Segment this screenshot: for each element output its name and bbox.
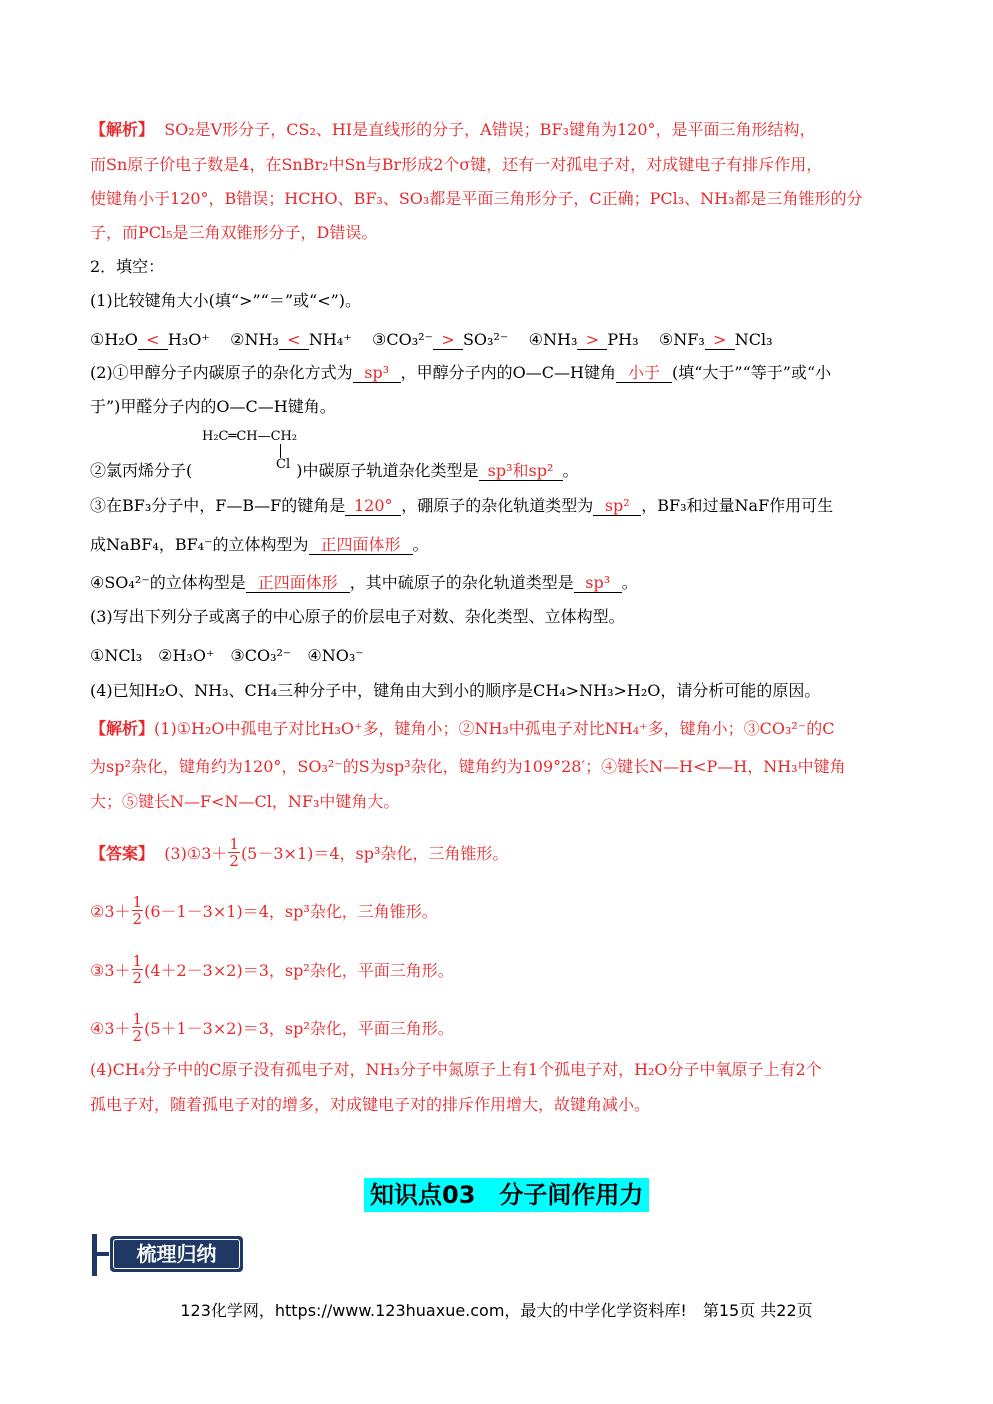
allyl-chloride-structure: H₂C═CH—CH₂ Cl	[202, 429, 298, 472]
summary-banner-label: 梳理归纳	[113, 1239, 240, 1269]
fraction-half: $\frac{1}{2}$	[132, 893, 143, 928]
fraction-half: $\frac{1}{2}$	[132, 952, 143, 987]
question-2-part-2d: ④SO₄²⁻的立体构型是 正四面体形 ，其中硫原子的杂化轨道类型是 sp³ 。	[90, 573, 638, 592]
answer-tag: 【答案】	[90, 844, 155, 863]
question-2-title: 2．填空：	[90, 257, 165, 276]
answer-blank: sp²	[593, 497, 641, 516]
analysis-line-3: 使键角小于120°，B错误；HCHO、BF₃、SO₃都是平面三角形分子，C正确；PCl₃、NH₃都是三角锥形的分	[90, 189, 863, 208]
answer-blank: >	[705, 331, 735, 350]
answer-blank: >	[433, 331, 463, 350]
answer-blank: sp³	[353, 364, 401, 383]
answer-part-4-line-2: 孤电子对，随着孤电子对的增多，对成键电子对的排斥作用增大，故键角减小。	[90, 1095, 651, 1114]
answer-blank: sp³和sp²	[479, 462, 563, 481]
analysis-line-2: 而Sn原子价电子数是4，在SnBr₂中Sn与Br形成2个σ键，还有一对孤电子对，对成键电子有排斥作用，	[90, 155, 823, 174]
analysis2-line-1: 【解析】(1)①H₂O中孤电子对比H₃O⁺多，键角小；②NH₃中孤电子对比NH₄⁺多，键角小；③CO₃²⁻的C	[90, 719, 835, 738]
answer-blank: <	[279, 331, 309, 350]
answer-line-2: ②3＋ $\frac{1}{2}$ (6－1－3×1)＝4，sp³杂化，三角锥形。	[90, 893, 438, 928]
analysis2-line-2: 为sp²杂化，键角约为120°，SO₃²⁻的S为sp³杂化，键角约为109°28′；④键长N—H<P—H，NH₃中键角	[90, 757, 846, 776]
fraction-half: $\frac{1}{2}$	[229, 835, 239, 870]
answer-blank: <	[138, 331, 168, 350]
page-footer: 123化学网，https://www.123huaxue.com，最大的中学化学资料库! 第15页 共22页	[180, 1301, 813, 1320]
answer-part-4-line-1: (4)CH₄分子中的C原子没有孤电子对，NH₃分子中氮原子上有1个孤电子对，H₂O分子中氧原子上有2个	[90, 1060, 822, 1079]
analysis-line-4: 子，而PCl₅是三角双锥形分子，D错误。	[90, 223, 378, 242]
answer-line-1: 【答案】 (3)①3＋ $\frac{1}{2}$ (5－3×1)＝4，sp³杂化，三角锥形。	[90, 835, 509, 870]
question-2-part-2a-cont: 于”)甲醛分子内的O—C—H键角。	[90, 397, 336, 416]
analysis-tag: 【解析】	[90, 120, 155, 139]
answer-blank: 120°	[345, 497, 401, 516]
question-2-part-3: (3)写出下列分子或离子的中心原子的价层电子对数、杂化类型、立体构型。	[90, 607, 625, 626]
question-2-part-2c: ③在BF₃分子中，F—B—F的键角是 120° ，硼原子的杂化轨道类型为 sp² ，BF₃和过量NaF作用可生	[90, 496, 834, 515]
question-2-part-4: (4)已知H₂O、NH₃、CH₄三种分子中，键角由大到小的顺序是CH₄>NH₃>H₂O，请分析可能的原因。	[90, 681, 821, 700]
analysis2-line-3: 大；⑤键长N—F<N—Cl，NF₃中键角大。	[90, 792, 400, 811]
summary-banner	[92, 1234, 245, 1276]
fraction-half: $\frac{1}{2}$	[132, 1010, 143, 1045]
question-2-part-3-items: ①NCl₃ ②H₃O⁺ ③CO₃²⁻ ④NO₃⁻	[90, 646, 364, 665]
question-2-part-2c-cont: 成NaBF₄，BF₄⁻的立体构型为 正四面体形 。	[90, 535, 429, 554]
answer-blank: 小于	[616, 364, 672, 383]
answer-blank: 正四面体形	[246, 574, 350, 593]
answer-line-4: ④3＋ $\frac{1}{2}$ (5＋1－3×2)＝3，sp²杂化，平面三角形。	[90, 1010, 454, 1045]
question-2-part-2b: ②氯丙烯分子( )中碳原子轨道杂化类型是 sp³和sp² 。	[90, 461, 579, 480]
question-2-part-1: (1)比较键角大小(填“>”“＝”或“<”)。	[90, 291, 362, 310]
section-title: 知识点03 分子间作用力	[364, 1178, 649, 1212]
answer-blank: sp³	[574, 574, 622, 593]
answer-blank: 正四面体形	[309, 536, 413, 555]
answer-line-3: ③3＋ $\frac{1}{2}$ (4＋2－3×2)＝3，sp²杂化，平面三角形。	[90, 952, 454, 987]
analysis-tag: 【解析】	[90, 719, 155, 738]
analysis-line-1: 【解析】 SO₂是V形分子，CS₂、HI是直线形的分子，A错误；BF₃键角为120°，是平面三角形结构，	[90, 120, 816, 139]
answer-blank: >	[577, 331, 607, 350]
question-2-part-2a: (2)①甲醇分子内碳原子的杂化方式为 sp³ ，甲醇分子内的O—C—H键角 小于 (填“大于”“等于”或“小	[90, 363, 832, 382]
bond-angle-compare-row: ①H₂O < H₃O⁺ ②NH₃ < NH₄⁺ ③CO₃²⁻ > SO₃²⁻ ④NH₃ > PH₃ ⑤NF₃ > NCl₃	[90, 330, 773, 349]
